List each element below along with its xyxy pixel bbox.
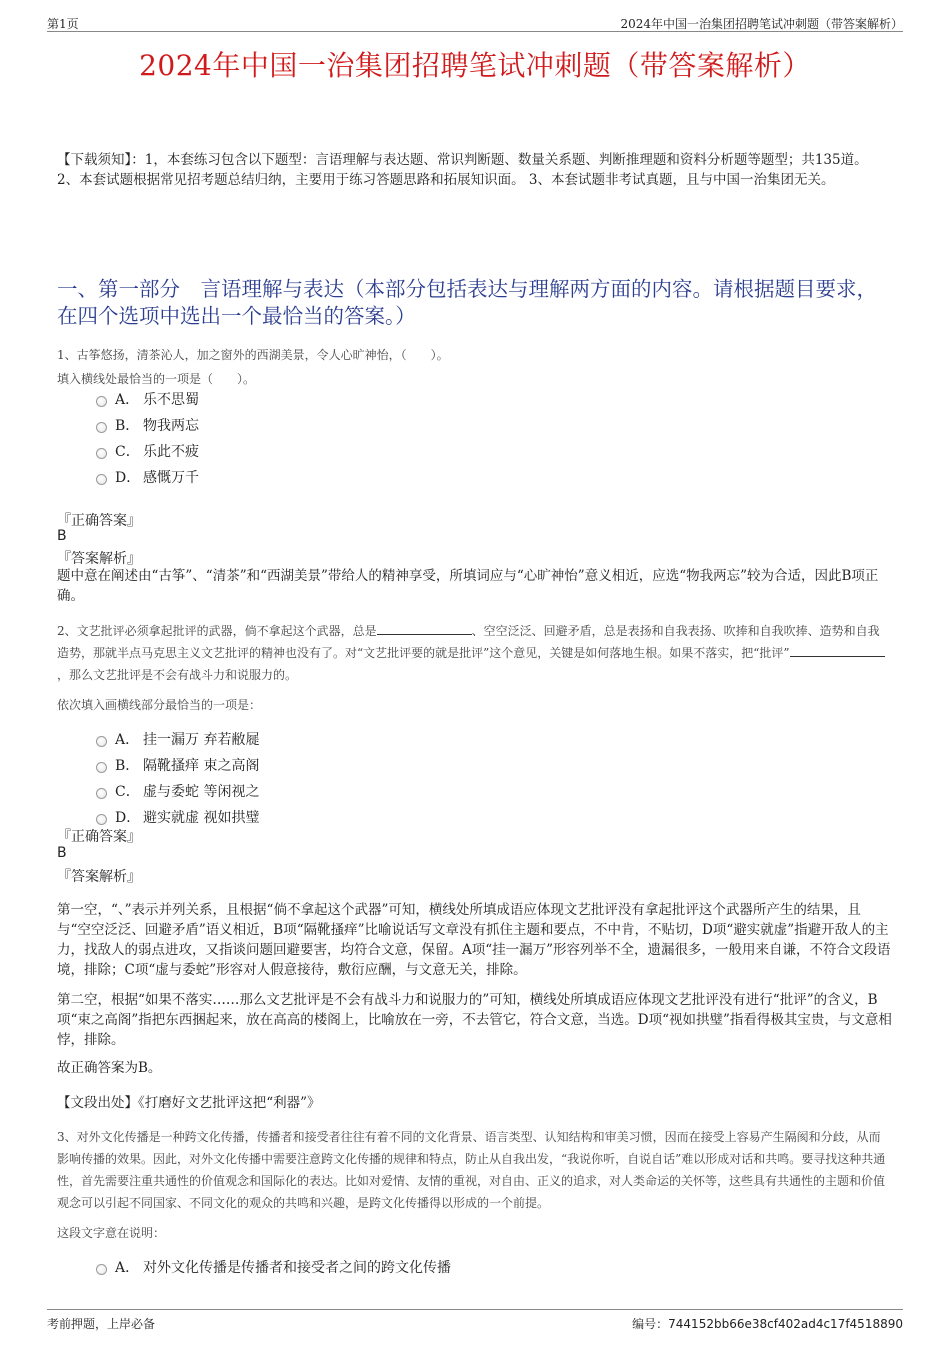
option-letter: D． [115, 470, 141, 486]
option-letter: A． [115, 392, 140, 408]
q2-analysis-conclusion: 故正确答案为B。 [57, 1060, 162, 1076]
q1-analysis: 题中意在阐述由“古筝”、“清茶”和“西湖美景”带给人的精神享受，所填词应与“心旷神怡”意义相近，应选“物我两忘”较为合适，因此B项正确。 [57, 568, 879, 604]
document-title: 2024年中国一治集团招聘笔试冲刺题（带答案解析） [139, 49, 811, 82]
q2-analysis-paragraph-1: 第一空，“、”表示并列关系，且根据“倘不拿起这个武器”可知，横线处所填成语应体现文艺批评没有拿起批评这个武器所产生的结果，且与“空空泛泛、回避矛盾”语义相近，B项“隔靴搔痒”比喻说话写文章没有抓住主题和要点，不中肯，不贴切，D项“避实就虚”指避开敌人的主力，找敌人的弱点进攻，又指谈问题回避要害，均符合文意，保留。A项“挂一漏万”形容列举不全，遗漏很多，一般用来自谦，不符合文段语境，排除；C项“虚与委蛇”形容对人假意接待，敷衍应酬，与文意无关，排除。 [57, 902, 891, 978]
question-3-stem: 3、对外文化传播是一种跨文化传播，传播者和接受者往往有着不同的文化背景、语言类型、认知结构和审美习惯，因而在接受上容易产生隔阂和分歧，从而影响传播的效果。因此，对外文化传播中需要注意跨文化传播的规律和特点，防止从自我出发，“我说你听，自说自话”难以形成对话和共鸣。要寻找这种共通性，首先需要注重共通性的价值观念和国际化的表达。比如对爱情、友情的重视，对自由、正义的追求，对人类命运的关怀等，这些具有共通性的主题和价值观念可以引起不同国家、不同文化的观众的共鸣和兴趣，是跨文化传播得以形成的一个前提。 [57, 1130, 886, 1210]
q1-option-c[interactable] [96, 440, 199, 462]
fill-blank-1 [377, 623, 472, 635]
q2-option-c[interactable] [96, 780, 259, 802]
q2-option-a[interactable] [96, 728, 259, 750]
option-letter: D． [115, 810, 141, 826]
q1-answer-label: 『正确答案』 [57, 513, 141, 529]
section-heading: 一、第一部分 言语理解与表达（本部分包括表达与理解两方面的内容。请根据题目要求，在四个选项中选出一个最恰当的答案。） [57, 277, 877, 328]
q1-analysis-label: 『答案解析』 [57, 551, 141, 567]
option-letter: A． [115, 732, 140, 748]
option-text: 隔靴搔痒 束之高阁 [143, 758, 260, 774]
q2-analysis-label: 『答案解析』 [57, 869, 141, 885]
option-text: 虚与委蛇 等闲视之 [143, 784, 260, 800]
question-2-instruction: 依次填入画横线部分最恰当的一项是： [57, 698, 262, 712]
radio-icon[interactable] [96, 736, 107, 747]
q1-option-d[interactable] [96, 466, 199, 488]
option-text: 对外文化传播是传播者和接受者之间的跨文化传播 [143, 1260, 451, 1276]
footer-slogan: 考前押题，上岸必备 [47, 1317, 156, 1331]
radio-icon[interactable] [96, 474, 107, 485]
q1-option-a[interactable] [96, 388, 199, 410]
option-text: 避实就虚 视如拱璧 [143, 810, 260, 826]
fill-blank-2 [790, 645, 885, 657]
option-letter: C． [115, 784, 140, 800]
question-3-instruction: 这段文字意在说明： [57, 1226, 166, 1240]
option-text: 挂一漏万 弃若敝屣 [143, 732, 260, 748]
q2-source: 【文段出处】《打磨好文艺批评这把“利器”》 [57, 1095, 321, 1111]
question-2-stem: 2、文艺批评必须拿起批评的武器，倘不拿起这个武器，总是 、空空泛泛、回避矛盾，总是表扬和自我表扬、吹捧和自我吹捧、造势和自我造势，那就半点马克思主义文艺批评的精神也没有了。对“文艺批评要的就是批评”这个意见，关键是如何落地生根。如果不落实，把“批评”，那么文艺批评是不会有战斗力和说服力的。 [57, 620, 887, 686]
option-text: 乐此不疲 [143, 444, 199, 460]
radio-icon[interactable] [96, 814, 107, 825]
radio-icon[interactable] [96, 762, 107, 773]
option-letter: B． [115, 758, 140, 774]
q2-answer: B [57, 845, 67, 861]
q2-answer-label: 『正确答案』 [57, 829, 141, 845]
q1-answer: B [57, 528, 67, 544]
footer-doc-id [632, 1315, 903, 1332]
option-letter: B． [115, 418, 140, 434]
option-text: 物我两忘 [143, 418, 199, 434]
footer-code-label: 编号： [632, 1317, 669, 1331]
q1-option-b[interactable] [96, 414, 199, 436]
option-text: 乐不思蜀 [143, 392, 199, 408]
header-doc-title: 2024年中国一治集团招聘笔试冲刺题（带答案解析） [620, 17, 903, 31]
radio-icon[interactable] [96, 1264, 107, 1275]
page-footer [47, 1309, 903, 1333]
page-number: 第1页 [47, 17, 79, 31]
q3-option-a[interactable] [96, 1256, 451, 1278]
option-letter: A． [115, 1260, 140, 1276]
option-letter: C． [115, 444, 140, 460]
q2-option-d[interactable] [96, 806, 259, 828]
radio-icon[interactable] [96, 788, 107, 799]
q2-option-b[interactable] [96, 754, 259, 776]
radio-icon[interactable] [96, 448, 107, 459]
option-text: 感慨万千 [143, 470, 199, 486]
footer-code: 744152bb66e38cf402ad4c17f4518890 [668, 1317, 903, 1331]
question-1-stem: 1、古筝悠扬，清茶沁人，加之窗外的西湖美景，令人心旷神怡，（ ）。 [57, 348, 449, 362]
page-header [47, 12, 903, 32]
question-1-instruction: 填入横线处最恰当的一项是（ ）。 [57, 372, 256, 386]
download-notice: 【下载须知】：1，本套练习包含以下题型：言语理解与表达题、常识判断题、数量关系题、判断推理题和资料分析题等题型；共135道。 2、本套试题根据常见招考题总结归纳，主要用于练习答题思路和拓展知识面。 3、本套试题非考试真题，且与中国一治集团无关。 [57, 152, 868, 188]
radio-icon[interactable] [96, 422, 107, 433]
radio-icon[interactable] [96, 396, 107, 407]
q2-analysis-paragraph-2: 第二空，根据“如果不落实……那么文艺批评是不会有战斗力和说服力的”可知，横线处所填成语应体现文艺批评没有进行“批评”的含义，B项“束之高阁”指把东西捆起来，放在高高的楼阁上，比喻放在一旁，不去管它，符合文意，当选。D项“视如拱璧”指看得极其宝贵，与文意相悖，排除。 [57, 992, 892, 1048]
